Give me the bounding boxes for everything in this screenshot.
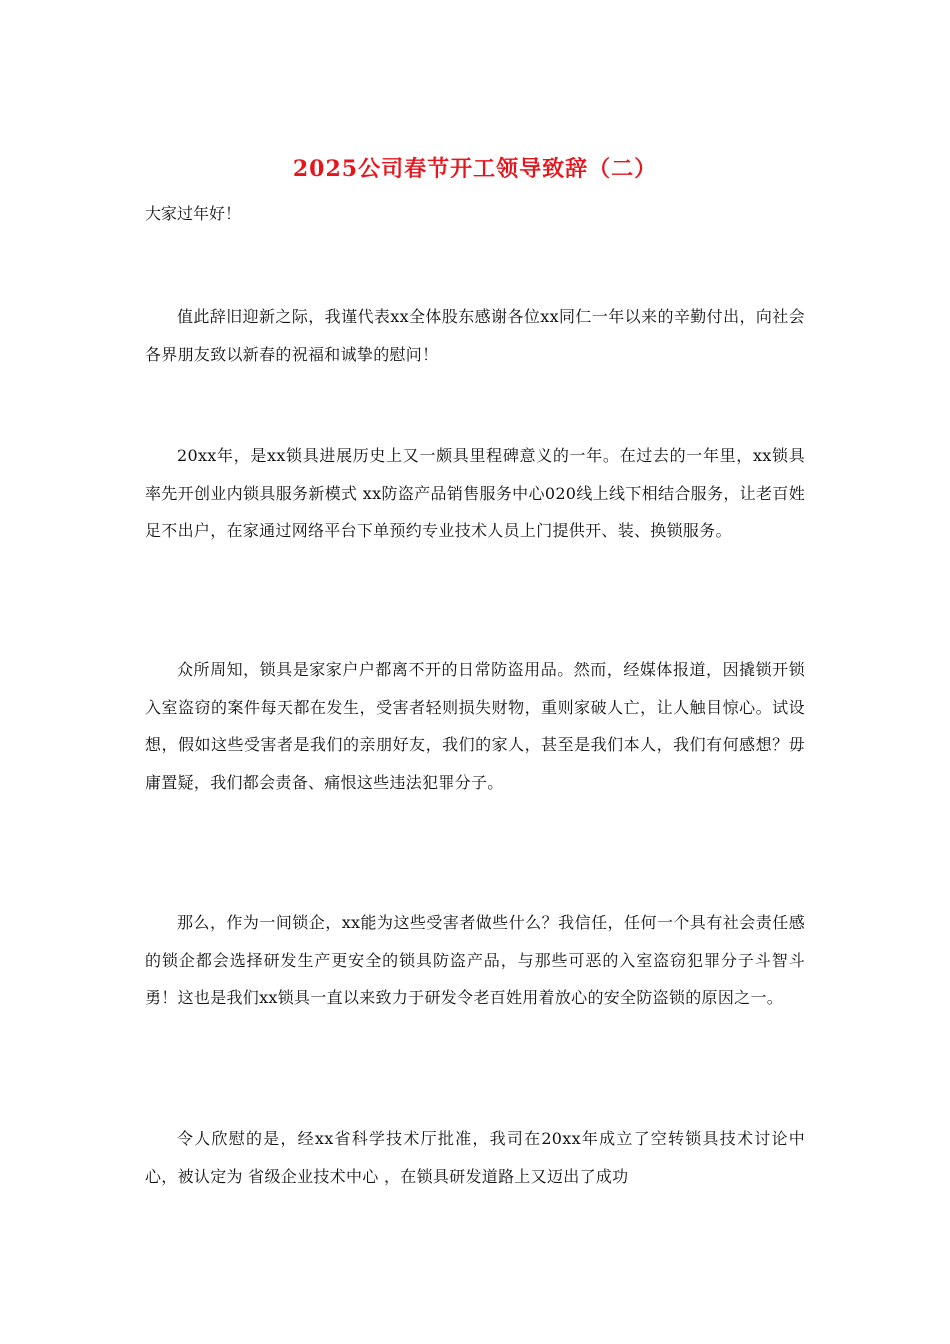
document-title: 2025公司春节开工领导致辞（二） <box>292 156 658 182</box>
paragraph: 值此辞旧迎新之际，我谨代表xx全体股东感谢各位xx同仁一年以来的辛勤付出，向社会各界朋友致以新春的祝福和诚挚的慰问！ <box>145 307 805 364</box>
paragraph: 那么，作为一间锁企，xx能为这些受害者做些什么？我信任，任何一个具有社会责任感的锁企都会选择研发生产更安全的锁具防盗产品，与那些可恶的入室盗窃犯罪分子斗智斗勇！这也是我们xx锁具一直以来致力于研发令老百姓用着放心的安全防盗锁的原因之一。 <box>145 913 805 1007</box>
paragraph: 令人欣慰的是，经xx省科学技术厅批准，我司在20xx年成立了空转锁具技术讨论中心，被认定为 省级企业技术中心 ，在锁具研发道路上又迈出了成功 <box>145 1129 805 1186</box>
greeting-line: 大家过年好！ <box>145 204 242 223</box>
paragraph: 20xx年，是xx锁具进展历史上又一颇具里程碑意义的一年。在过去的一年里，xx锁具率先开创业内锁具服务新模式 xx防盗产品销售服务中心020线上线下相结合服务，让老百姓足不出户，在家通过网络平台下单预约专业技术人员上门提供开、装、换锁服务。 <box>145 446 805 540</box>
paragraph: 众所周知，锁具是家家户户都离不开的日常防盗用品。然而，经媒体报道，因撬锁开锁入室盗窃的案件每天都在发生，受害者轻则损失财物，重则家破人亡，让人触目惊心。试设想，假如这些受害者是我们的亲朋好友，我们的家人，甚至是我们本人，我们有何感想？毋庸置疑，我们都会责备、痛恨这些违法犯罪分子。 <box>145 660 805 792</box>
